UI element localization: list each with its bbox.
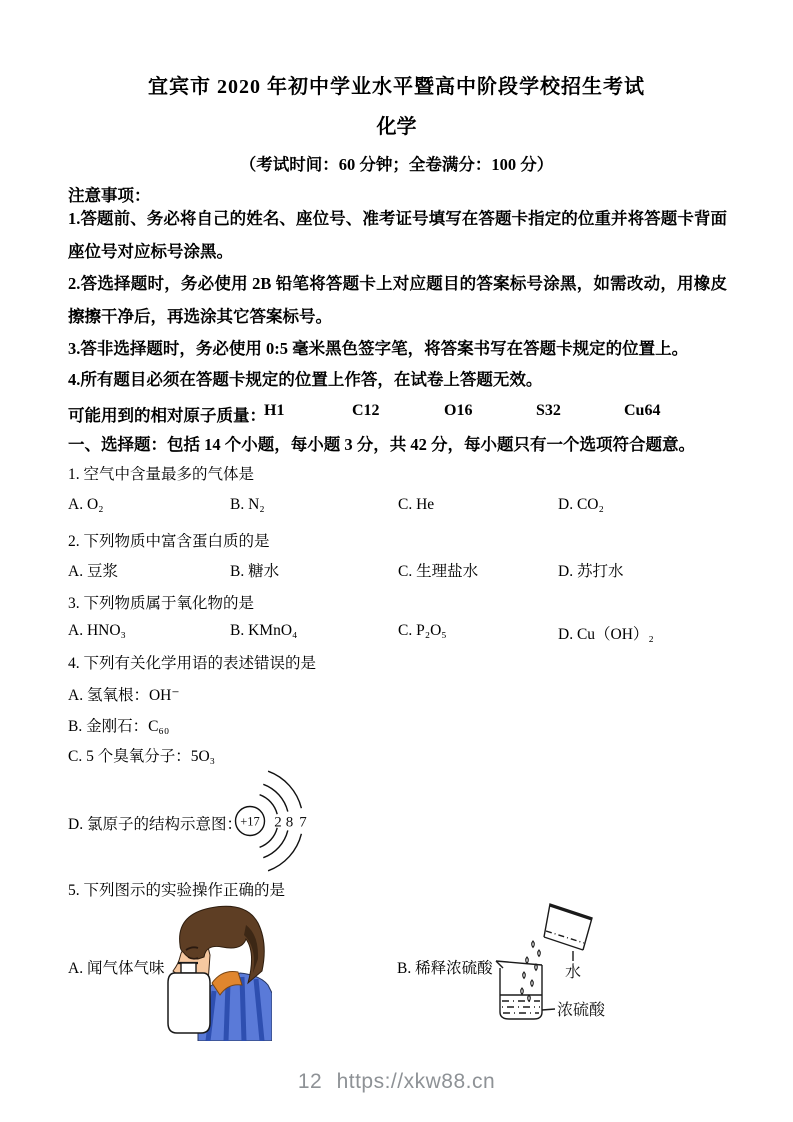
smell-gas-illustration [158, 901, 272, 1041]
question-1-option-a: A. O₂ [68, 496, 104, 513]
question-2-option-b: B. 糖水 [230, 563, 280, 580]
page-footer [0, 1070, 793, 1094]
atom-structure-diagram [228, 755, 338, 885]
atomic-mass-H: H1 [264, 402, 285, 419]
exam-title: 宜宾市 2020 年初中学业水平暨高中阶段学校招生考试 [148, 76, 645, 98]
notice-item-2: 2.答选择题时，务必使用 2B 铅笔将答题卡上对应题目的答案标号涂黑，如需改动，用橡皮擦擦干净后，再选涂其它答案标号。 [68, 274, 727, 326]
notice-item-3: 3.答非选择题时，务必使用 0:5 毫米黑色签字笔，将答案书写在答题卡规定的位置上。 [68, 339, 689, 358]
question-4-option-c: C. 5 个臭氧分子：5O₃ [68, 748, 216, 765]
question-1-option-b: B. N₂ [230, 496, 265, 513]
atomic-mass-C: C12 [352, 402, 380, 419]
question-4-option-b: B. 金刚石：C₆₀ [68, 718, 170, 735]
shell-electron-count-3: 7 [299, 814, 307, 831]
exam-info: （考试时间：60 分钟；全卷满分：100 分） [239, 155, 554, 174]
question-2-stem: 2. 下列物质中富含蛋白质的是 [68, 533, 270, 550]
question-4-stem: 4. 下列有关化学用语的表述错误的是 [68, 655, 317, 672]
page-number: 12 [297, 1070, 323, 1093]
water-droplets [521, 941, 541, 1001]
question-3-option-d: D. Cu（OH）₂ [558, 626, 654, 643]
question-3-stem: 3. 下列物质属于氧化物的是 [68, 595, 255, 612]
question-1-option-d: D. CO₂ [558, 496, 604, 513]
question-5-stem: 5. 下列图示的实验操作正确的是 [68, 882, 286, 899]
question-2-option-c: C. 生理盐水 [398, 563, 479, 580]
water-label: 水 [564, 964, 582, 981]
nucleus-label: +17 [240, 814, 260, 829]
question-1-stem: 1. 空气中含量最多的气体是 [68, 466, 255, 483]
question-4-option-d: D. 氯原子的结构示意图： [68, 816, 242, 833]
atomic-mass-O: O16 [444, 402, 473, 419]
question-3-option-c: C. P₂O₅ [398, 622, 447, 639]
notices-heading: 注意事项： [68, 186, 151, 205]
shell-electron-count-2: 8 [285, 814, 294, 831]
atomic-mass-S: S32 [536, 402, 561, 419]
question-3-option-a: A. HNO₃ [68, 622, 126, 639]
exam-subject: 化学 [376, 116, 417, 138]
section-one-heading: 一、选择题：包括 14 个小题，每小题 3 分，共 42 分，每小题只有一个选项符合题意。 [68, 435, 695, 454]
atomic-masses-label: 可能用到的相对原子质量： [68, 406, 266, 425]
question-4-option-a: A. 氢氧根：OH⁻ [68, 687, 180, 704]
question-3-option-b: B. KMnO₄ [230, 622, 298, 639]
site-url[interactable]: https://xkw88.cn [336, 1070, 496, 1093]
question-2-option-a: A. 豆浆 [68, 563, 118, 580]
atomic-mass-Cu: Cu64 [624, 402, 661, 419]
notice-item-4: 4.所有题目必须在答题卡规定的位置上作答，在试卷上答题无效。 [68, 370, 543, 389]
question-5-option-b: B. 稀释浓硫酸 [397, 960, 493, 977]
dilute-acid-illustration [493, 891, 675, 1059]
shell-electron-count-1: 2 [274, 814, 282, 831]
acid-label: 浓硫酸 [557, 1002, 606, 1019]
question-2-option-d: D. 苏打水 [558, 563, 624, 580]
question-5-option-a: A. 闻气体气味 [68, 960, 165, 977]
notice-item-1: 1.答题前、务必将自己的姓名、座位号、准考证号填写在答题卡指定的位重并将答题卡背面座位号对应标号涂黑。 [68, 209, 727, 261]
question-1-option-c: C. He [398, 496, 435, 513]
